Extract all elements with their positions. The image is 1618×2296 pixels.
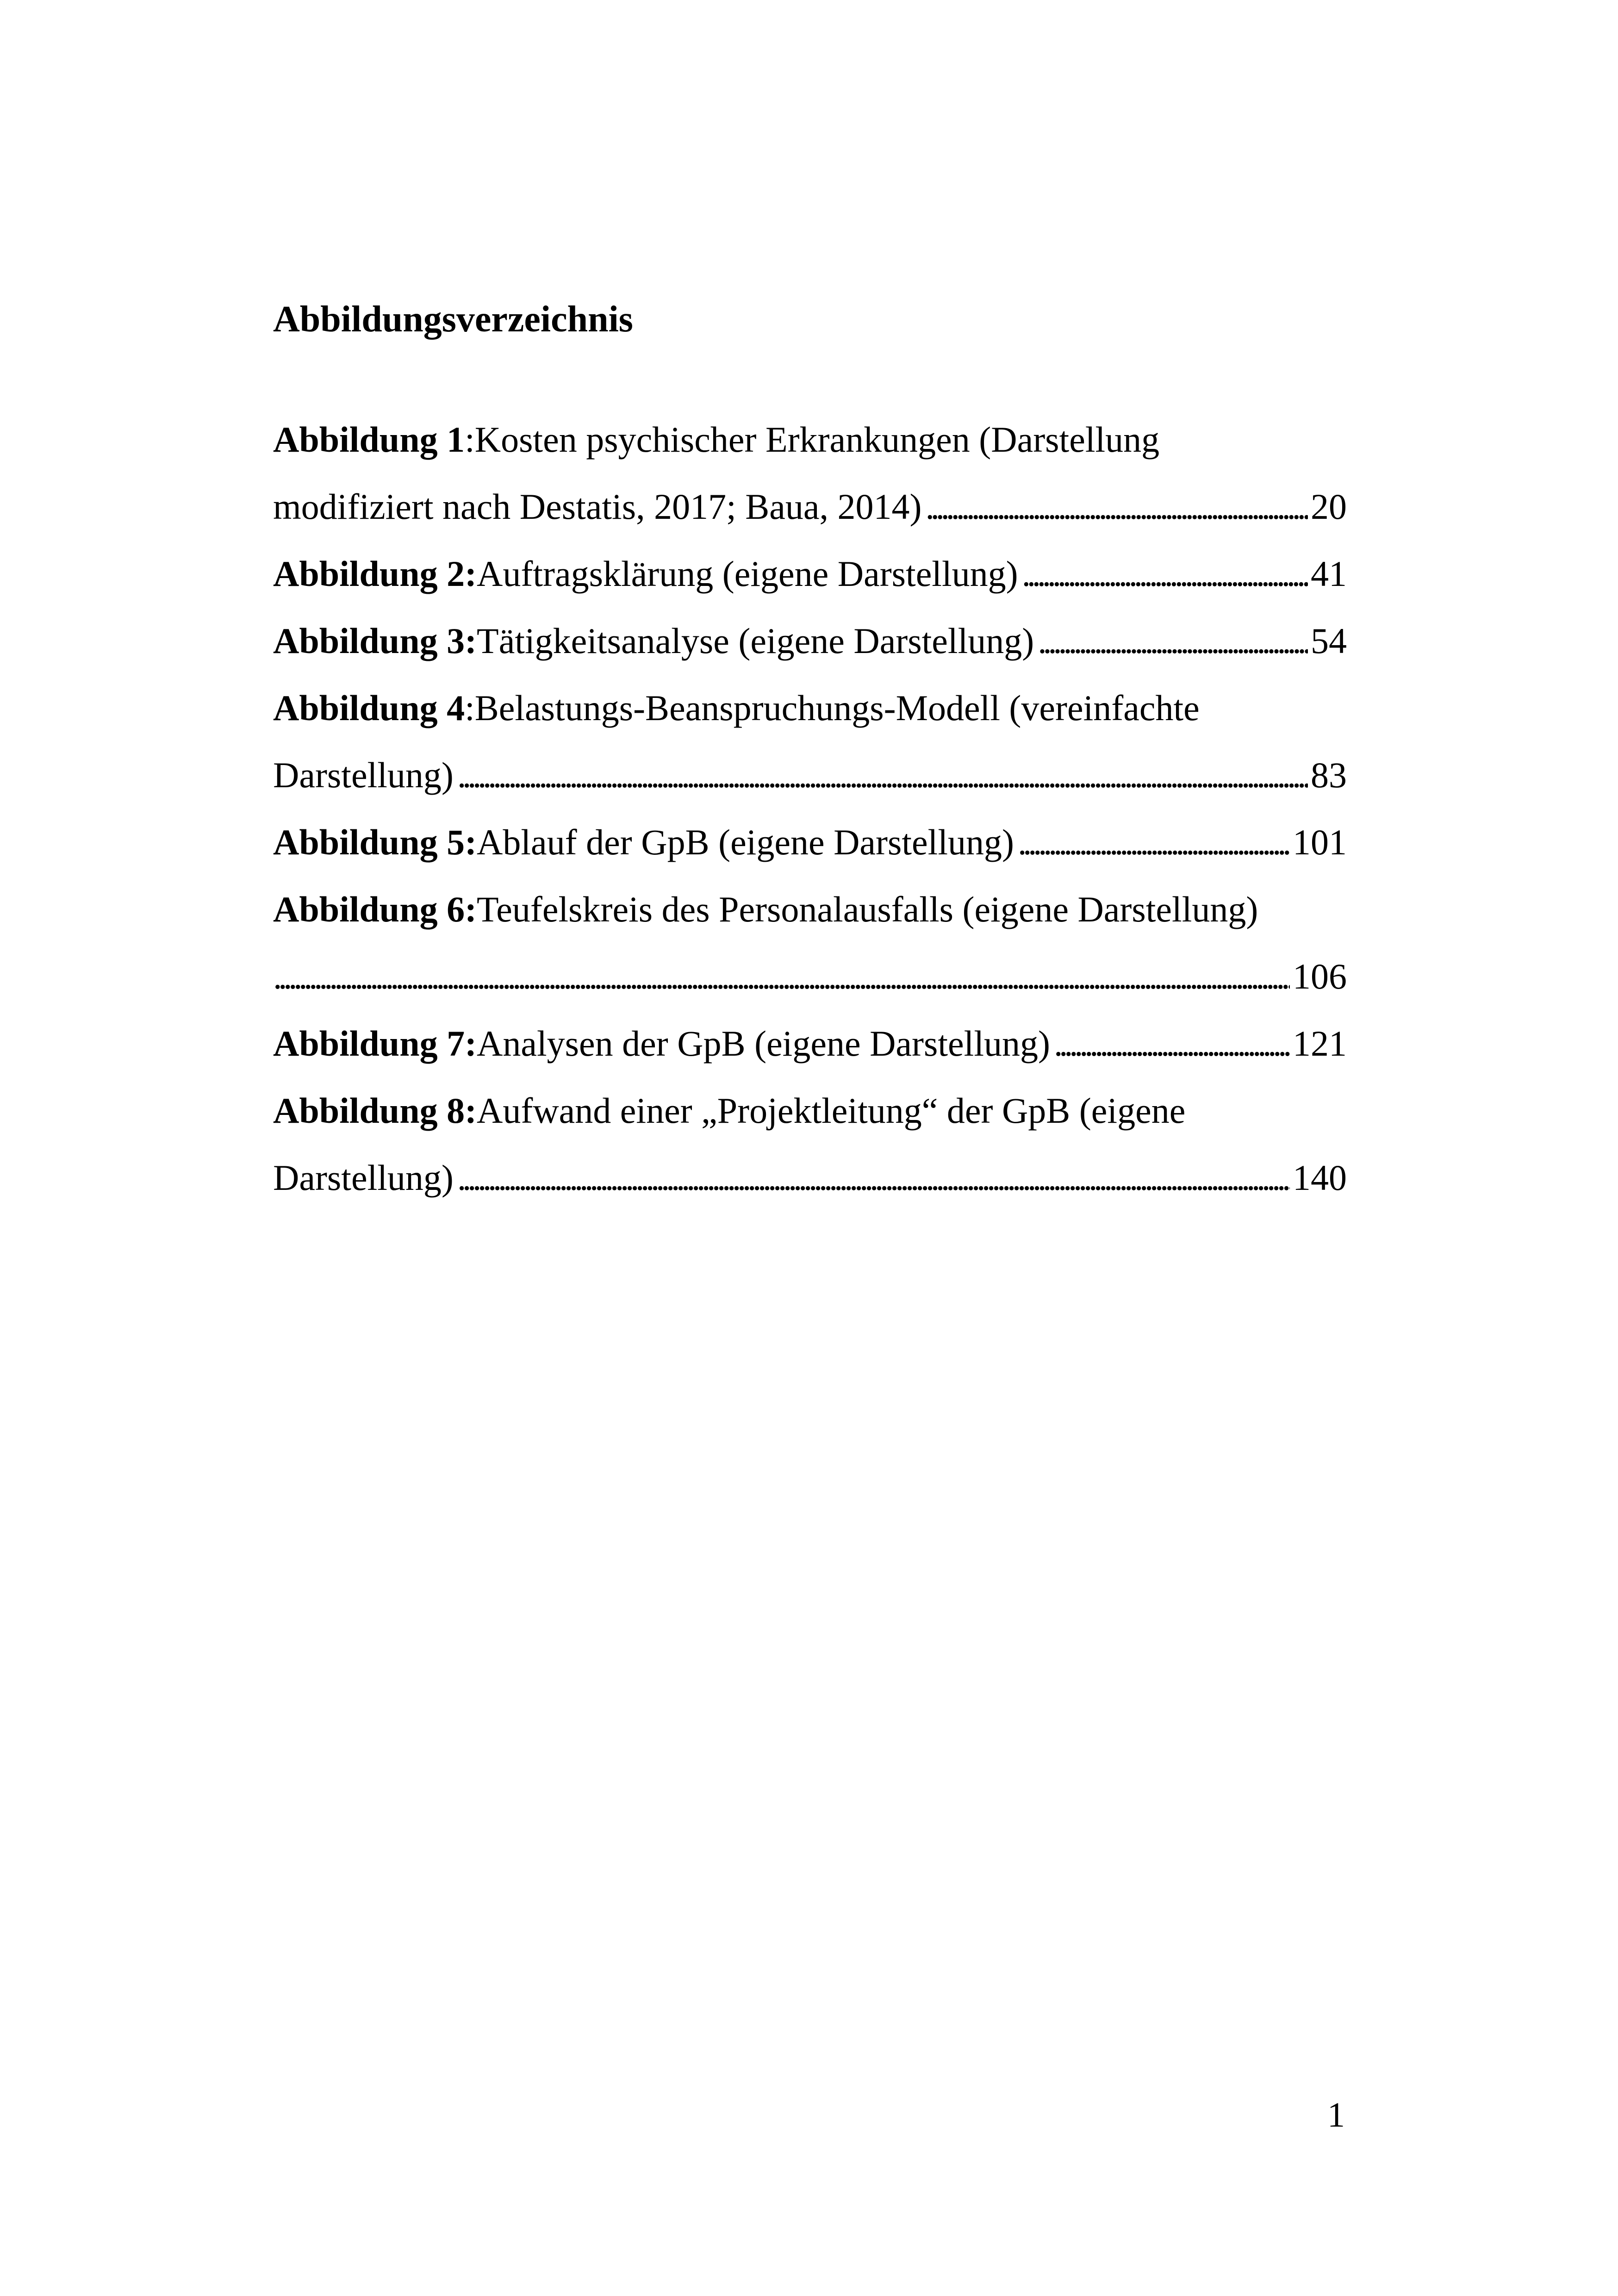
figure-title: Teufelskreis des Personalausfalls (eigene Darstellung) xyxy=(477,889,1258,929)
dot-leader xyxy=(273,951,1290,1002)
dot-leader xyxy=(457,750,1308,801)
figure-label: Abbildung 7: xyxy=(273,1023,477,1064)
figure-title: Ablauf der GpB (eigene Darstellung) xyxy=(477,822,1014,862)
page-reference: 106 xyxy=(1293,956,1347,996)
page-reference: 101 xyxy=(1293,822,1347,862)
toc-entry-6-line-1 xyxy=(273,884,1347,935)
page-title: Abbildungsverzeichnis xyxy=(273,299,633,340)
toc-entry-1-line-1 xyxy=(273,414,1347,465)
figure-title: Belastungs-Beanspruchungs-Modell (vereinfachte xyxy=(474,688,1200,728)
page-reference: 140 xyxy=(1293,1157,1347,1198)
page-reference: 41 xyxy=(1311,554,1347,594)
figure-title: Aufwand einer „Projektleitung“ der GpB (eigene xyxy=(477,1090,1186,1131)
figure-title: Auftragsklärung (eigene Darstellung) xyxy=(477,554,1018,594)
figure-title: Analysen der GpB (eigene Darstellung) xyxy=(477,1023,1050,1064)
page-reference: 121 xyxy=(1293,1023,1347,1064)
figure-label: Abbildung 4 xyxy=(273,688,465,728)
page-reference: 20 xyxy=(1311,486,1347,527)
figure-label: Abbildung 6: xyxy=(273,889,477,929)
toc-entry-8-line-2[interactable] xyxy=(273,1152,1347,1203)
figure-title-continued: Darstellung) xyxy=(273,1157,454,1198)
figure-label: Abbildung 2: xyxy=(273,554,477,594)
figure-title-continued: modifiziert nach Destatis, 2017; Baua, 2014) xyxy=(273,486,922,527)
dot-leader xyxy=(1022,548,1308,599)
figure-title: Tätigkeitsanalyse (eigene Darstellung) xyxy=(477,621,1034,661)
dot-leader xyxy=(1038,616,1308,666)
toc-entry-3[interactable] xyxy=(273,616,1347,666)
page-reference: 83 xyxy=(1311,755,1347,795)
toc-entry-5[interactable] xyxy=(273,817,1347,868)
figure-label: Abbildung 5: xyxy=(273,822,477,862)
figure-label-separator: : xyxy=(465,688,475,728)
toc-entry-1-line-2[interactable] xyxy=(273,481,1347,532)
toc-entry-6-line-2[interactable] xyxy=(273,951,1347,1002)
page-number: 1 xyxy=(1327,2096,1345,2134)
dot-leader xyxy=(1054,1018,1290,1069)
figure-label: Abbildung 1 xyxy=(273,419,465,460)
page-reference: 54 xyxy=(1311,621,1347,661)
dot-leader xyxy=(1018,817,1290,868)
figure-label: Abbildung 3: xyxy=(273,621,477,661)
dot-leader xyxy=(926,481,1308,532)
toc-entry-7[interactable] xyxy=(273,1018,1347,1069)
figure-title: Kosten psychischer Erkrankungen (Darstellung xyxy=(474,419,1160,460)
toc-entry-8-line-1 xyxy=(273,1085,1347,1136)
figure-title-continued: Darstellung) xyxy=(273,755,454,795)
figure-label-separator: : xyxy=(465,419,475,460)
figure-label: Abbildung 8: xyxy=(273,1090,477,1131)
toc-entry-4-line-2[interactable] xyxy=(273,750,1347,801)
toc-entry-2[interactable] xyxy=(273,548,1347,599)
dot-leader xyxy=(457,1152,1290,1203)
toc-entry-4-line-1 xyxy=(273,683,1347,734)
